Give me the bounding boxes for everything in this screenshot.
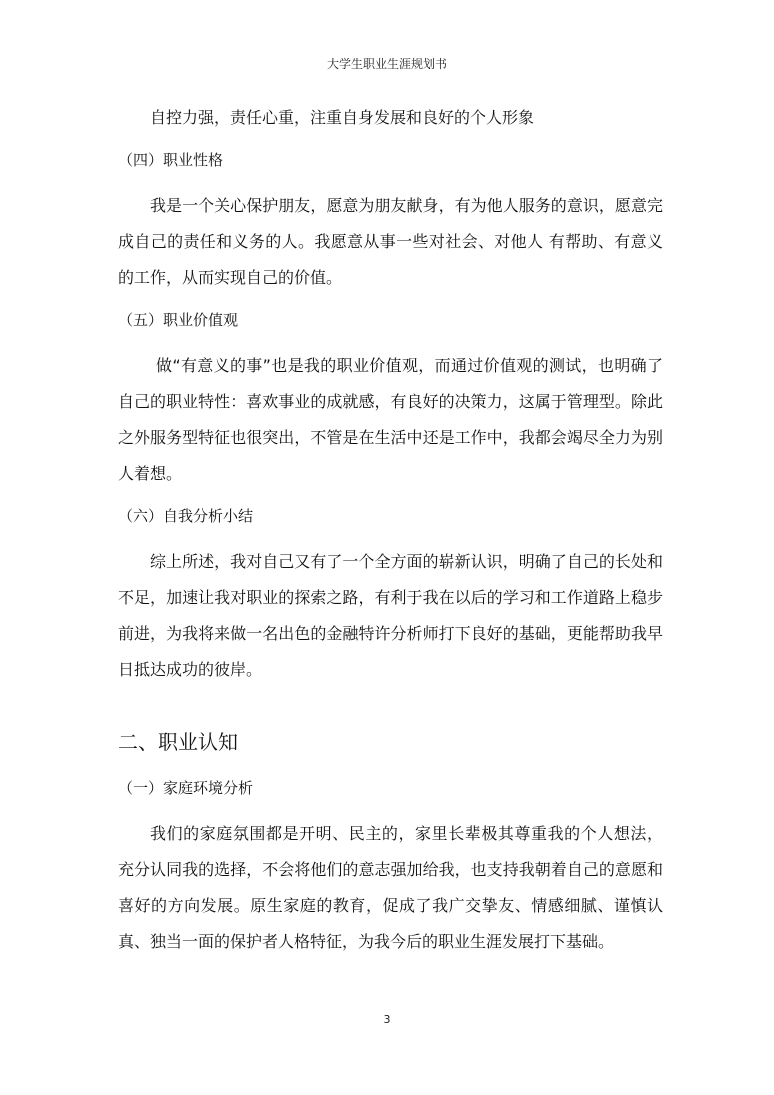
paragraph-summary: 综上所述，我对自己又有了一个全方面的崭新认识，明确了自己的长处和不足，加速让我对职业的探索之路，有利于我在以后的学习和工作道路上稳步前进，为我将来做一名出色的金融特许分析师打下良好的基础，更能帮助我早日抵达成功的彼岸。 — [118, 552, 663, 679]
paragraph-personality: 我是一个关心保护朋友，愿意为朋友献身，有为他人服务的意识，愿意完成自己的责任和义务的人。我愿意从事一些对社会、对他人 有帮助、有意义的工作，从而实现自己的价值。 — [118, 196, 663, 287]
paragraph-values: 做“有意义的事”也是我的职业价值观，而通过价值观的测试，也明确了自己的职业特性：喜欢事业的成就感，有良好的决策力，这属于管理型。除此之外服务型特征也很突出，不管是在生活中还是工作中，我都会竭尽全力为别人着想。 — [118, 356, 663, 483]
page-header: 大学生职业生涯规划书 — [326, 57, 447, 71]
page-number: 3 — [383, 1013, 391, 1026]
section-heading-career-cognition: 二、职业认知 — [118, 730, 238, 754]
paragraph-traits-end: 自控力强，责任心重，注重自身发展和良好的个人形象 — [150, 108, 535, 127]
document-body — [118, 100, 663, 960]
heading-personality: （四）职业性格 — [118, 151, 224, 169]
heading-self-analysis-summary: （六）自我分析小结 — [118, 507, 254, 525]
heading-family-environment: （一）家庭环境分析 — [118, 779, 254, 797]
paragraph-family: 我们的家庭氛围都是开明、民主的，家里长辈极其尊重我的个人想法， 充分认同我的选择，不会将他们的意志强加给我，也支持我朝着自己的意愿和喜好的方向发展。原生家庭的教育，促成了我广交挚友、情感细腻、谨慎认真、独当一面的保护者人格特征，为我今后的职业生涯发展打下基础。 — [118, 824, 663, 951]
heading-values: （五）职业价值观 — [118, 311, 239, 329]
